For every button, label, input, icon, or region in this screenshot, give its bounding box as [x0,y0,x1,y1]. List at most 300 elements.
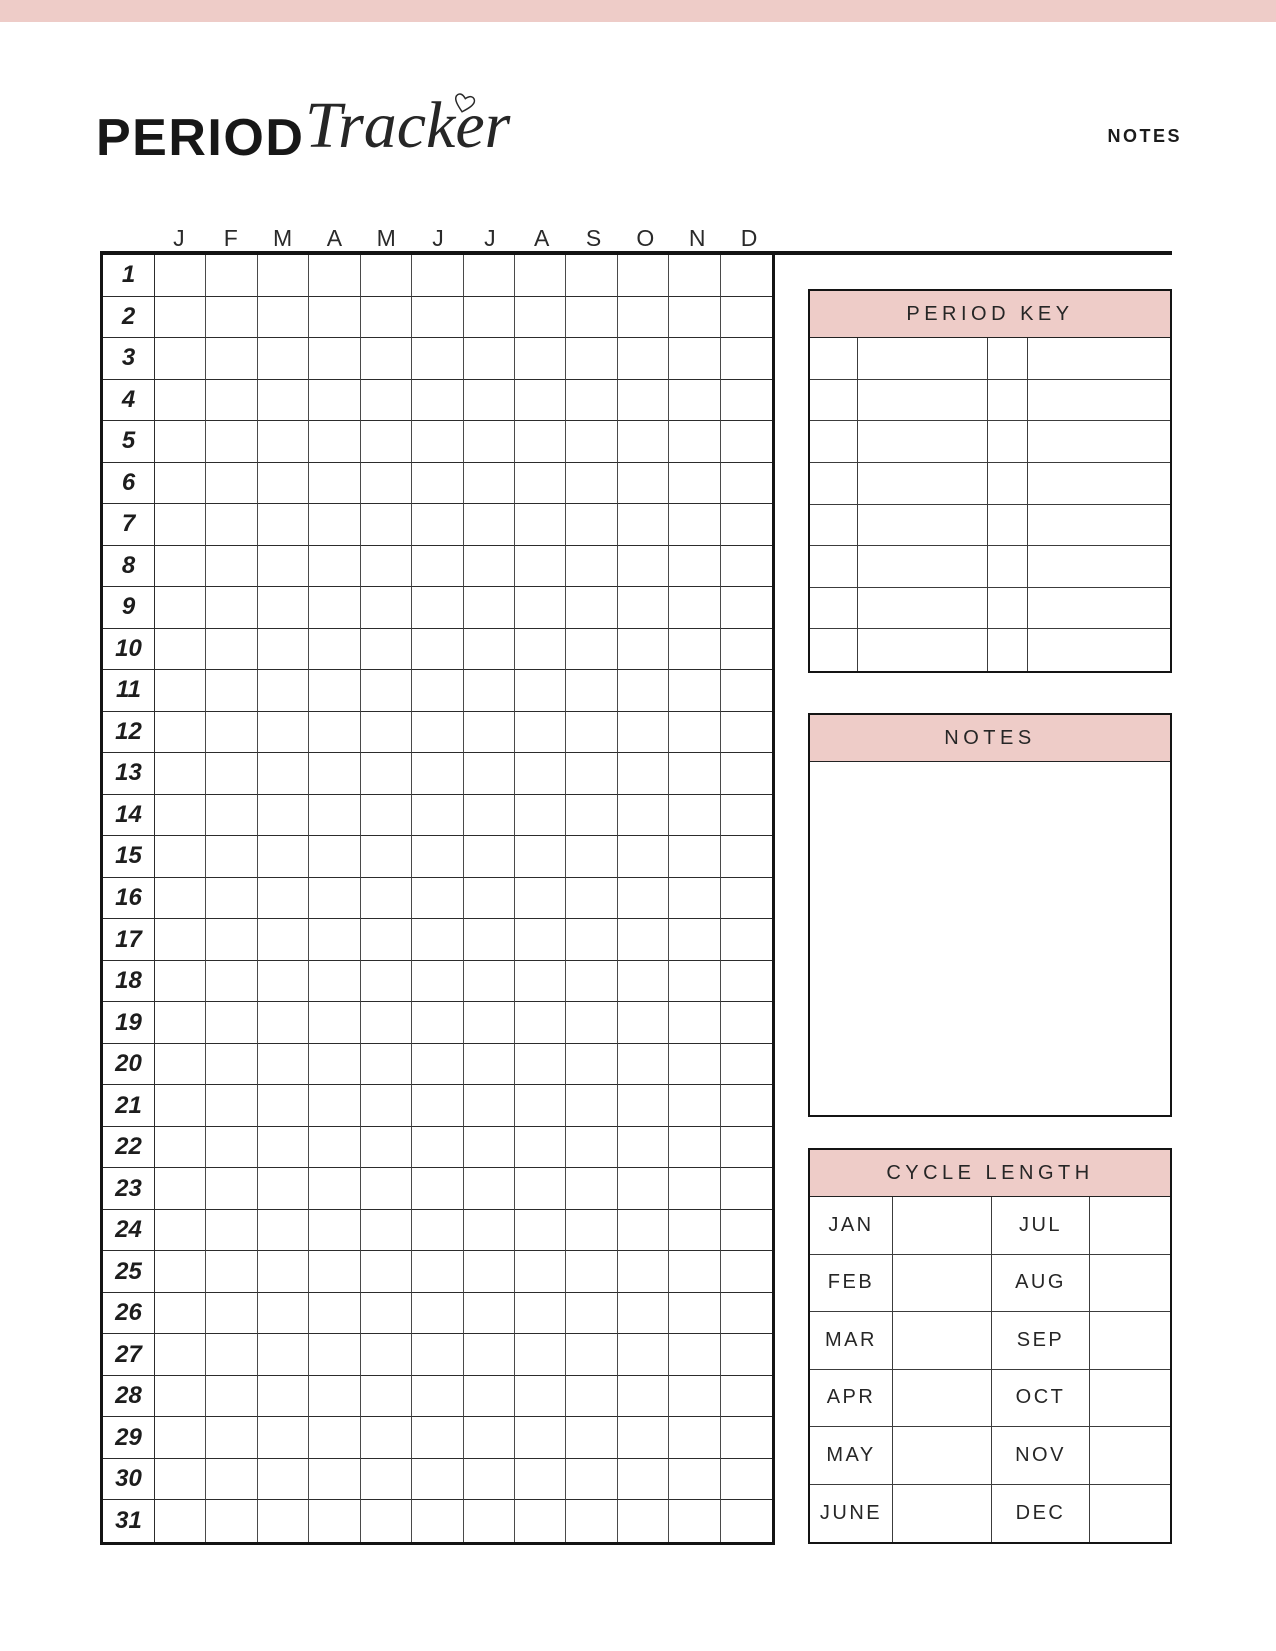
tracker-cell[interactable] [618,421,669,463]
tracker-cell[interactable] [721,380,772,422]
period-key-swatch-cell[interactable] [810,380,858,422]
tracker-cell[interactable] [309,753,360,795]
tracker-cell[interactable] [412,1417,463,1459]
tracker-cell[interactable] [258,338,309,380]
tracker-cell[interactable] [618,670,669,712]
tracker-cell[interactable] [721,1376,772,1418]
tracker-cell[interactable] [464,1002,515,1044]
tracker-cell[interactable] [464,1334,515,1376]
tracker-cell[interactable] [361,795,412,837]
tracker-cell[interactable] [464,961,515,1003]
tracker-cell[interactable] [669,1210,720,1252]
tracker-cell[interactable] [721,795,772,837]
tracker-cell[interactable] [155,670,206,712]
tracker-cell[interactable] [361,919,412,961]
tracker-cell[interactable] [464,297,515,339]
tracker-cell[interactable] [412,878,463,920]
period-key-label-cell[interactable] [1028,421,1170,463]
tracker-cell[interactable] [721,1044,772,1086]
tracker-cell[interactable] [309,1044,360,1086]
tracker-cell[interactable] [309,1334,360,1376]
tracker-cell[interactable] [412,297,463,339]
tracker-cell[interactable] [361,1459,412,1501]
tracker-cell[interactable] [258,836,309,878]
period-key-swatch-cell[interactable] [988,546,1028,588]
tracker-cell[interactable] [309,1127,360,1169]
tracker-cell[interactable] [258,1044,309,1086]
tracker-cell[interactable] [361,380,412,422]
tracker-cell[interactable] [361,1417,412,1459]
period-key-swatch-cell[interactable] [810,421,858,463]
tracker-cell[interactable] [669,1251,720,1293]
tracker-cell[interactable] [412,919,463,961]
tracker-cell[interactable] [618,1376,669,1418]
tracker-cell[interactable] [566,961,617,1003]
period-key-swatch-cell[interactable] [810,505,858,547]
cycle-value-cell[interactable] [893,1255,992,1313]
tracker-cell[interactable] [464,1376,515,1418]
tracker-cell[interactable] [669,1376,720,1418]
tracker-cell[interactable] [721,463,772,505]
tracker-cell[interactable] [258,504,309,546]
tracker-cell[interactable] [155,297,206,339]
tracker-cell[interactable] [258,919,309,961]
notes-area[interactable] [810,762,1170,1115]
tracker-cell[interactable] [412,795,463,837]
tracker-cell[interactable] [206,504,257,546]
tracker-cell[interactable] [464,1293,515,1335]
tracker-cell[interactable] [464,546,515,588]
period-key-label-cell[interactable] [858,463,988,505]
tracker-cell[interactable] [515,1168,566,1210]
cycle-value-cell[interactable] [893,1197,992,1255]
tracker-cell[interactable] [155,546,206,588]
period-key-label-cell[interactable] [1028,629,1170,671]
tracker-cell[interactable] [566,587,617,629]
tracker-cell[interactable] [412,504,463,546]
tracker-cell[interactable] [258,1127,309,1169]
tracker-cell[interactable] [206,463,257,505]
tracker-cell[interactable] [464,421,515,463]
period-key-label-cell[interactable] [1028,546,1170,588]
tracker-cell[interactable] [309,546,360,588]
tracker-cell[interactable] [361,1085,412,1127]
tracker-cell[interactable] [618,587,669,629]
tracker-cell[interactable] [206,1417,257,1459]
tracker-cell[interactable] [155,1376,206,1418]
tracker-cell[interactable] [515,1251,566,1293]
tracker-cell[interactable] [566,919,617,961]
tracker-cell[interactable] [206,629,257,671]
tracker-cell[interactable] [206,297,257,339]
tracker-cell[interactable] [155,1044,206,1086]
tracker-cell[interactable] [515,1002,566,1044]
tracker-cell[interactable] [515,795,566,837]
tracker-cell[interactable] [618,255,669,297]
tracker-cell[interactable] [669,1293,720,1335]
tracker-cell[interactable] [361,255,412,297]
period-key-swatch-cell[interactable] [988,338,1028,380]
tracker-cell[interactable] [515,504,566,546]
tracker-cell[interactable] [361,546,412,588]
tracker-cell[interactable] [515,961,566,1003]
tracker-cell[interactable] [258,297,309,339]
tracker-cell[interactable] [515,1044,566,1086]
tracker-cell[interactable] [566,753,617,795]
tracker-cell[interactable] [618,1085,669,1127]
tracker-cell[interactable] [669,421,720,463]
tracker-cell[interactable] [669,1500,720,1542]
tracker-cell[interactable] [361,753,412,795]
tracker-cell[interactable] [155,1127,206,1169]
tracker-cell[interactable] [155,1251,206,1293]
tracker-cell[interactable] [566,463,617,505]
tracker-cell[interactable] [566,1334,617,1376]
tracker-cell[interactable] [206,795,257,837]
tracker-cell[interactable] [566,1127,617,1169]
period-key-label-cell[interactable] [858,505,988,547]
tracker-cell[interactable] [566,1251,617,1293]
tracker-cell[interactable] [412,961,463,1003]
tracker-cell[interactable] [258,463,309,505]
period-key-swatch-cell[interactable] [810,338,858,380]
tracker-cell[interactable] [515,255,566,297]
tracker-cell[interactable] [412,421,463,463]
cycle-value-cell[interactable] [1090,1255,1170,1313]
tracker-cell[interactable] [206,1376,257,1418]
tracker-cell[interactable] [412,1085,463,1127]
tracker-cell[interactable] [361,836,412,878]
tracker-cell[interactable] [669,1044,720,1086]
tracker-cell[interactable] [309,1251,360,1293]
tracker-cell[interactable] [258,587,309,629]
tracker-cell[interactable] [721,753,772,795]
tracker-cell[interactable] [361,463,412,505]
tracker-cell[interactable] [155,836,206,878]
tracker-cell[interactable] [361,1002,412,1044]
tracker-cell[interactable] [412,670,463,712]
tracker-cell[interactable] [669,712,720,754]
tracker-cell[interactable] [515,338,566,380]
tracker-cell[interactable] [309,255,360,297]
tracker-cell[interactable] [515,753,566,795]
tracker-cell[interactable] [155,878,206,920]
tracker-cell[interactable] [566,1044,617,1086]
tracker-cell[interactable] [566,255,617,297]
tracker-cell[interactable] [206,587,257,629]
tracker-cell[interactable] [258,795,309,837]
tracker-cell[interactable] [515,1376,566,1418]
tracker-cell[interactable] [566,1417,617,1459]
tracker-cell[interactable] [258,1417,309,1459]
tracker-cell[interactable] [669,919,720,961]
tracker-cell[interactable] [669,463,720,505]
tracker-cell[interactable] [566,836,617,878]
tracker-cell[interactable] [464,1210,515,1252]
tracker-cell[interactable] [464,1044,515,1086]
tracker-cell[interactable] [618,836,669,878]
tracker-cell[interactable] [669,546,720,588]
tracker-cell[interactable] [669,255,720,297]
tracker-cell[interactable] [669,297,720,339]
tracker-cell[interactable] [618,380,669,422]
tracker-cell[interactable] [669,670,720,712]
tracker-cell[interactable] [361,1210,412,1252]
tracker-cell[interactable] [361,629,412,671]
cycle-value-cell[interactable] [893,1370,992,1428]
tracker-cell[interactable] [258,712,309,754]
tracker-cell[interactable] [515,1459,566,1501]
tracker-cell[interactable] [309,1002,360,1044]
cycle-value-cell[interactable] [1090,1427,1170,1485]
tracker-cell[interactable] [412,1459,463,1501]
period-key-label-cell[interactable] [1028,338,1170,380]
tracker-cell[interactable] [309,795,360,837]
tracker-cell[interactable] [566,380,617,422]
period-key-swatch-cell[interactable] [810,463,858,505]
tracker-cell[interactable] [721,1459,772,1501]
tracker-cell[interactable] [464,878,515,920]
tracker-cell[interactable] [412,1002,463,1044]
tracker-cell[interactable] [309,338,360,380]
tracker-cell[interactable] [206,1168,257,1210]
tracker-cell[interactable] [155,504,206,546]
cycle-value-cell[interactable] [1090,1370,1170,1428]
tracker-cell[interactable] [566,338,617,380]
period-key-swatch-cell[interactable] [988,421,1028,463]
tracker-cell[interactable] [618,1002,669,1044]
tracker-cell[interactable] [618,795,669,837]
period-key-swatch-cell[interactable] [810,588,858,630]
tracker-cell[interactable] [464,1127,515,1169]
tracker-cell[interactable] [618,463,669,505]
period-key-label-cell[interactable] [858,588,988,630]
period-key-label-cell[interactable] [1028,505,1170,547]
tracker-cell[interactable] [309,380,360,422]
tracker-cell[interactable] [206,1044,257,1086]
tracker-cell[interactable] [721,1168,772,1210]
tracker-cell[interactable] [155,1459,206,1501]
tracker-cell[interactable] [669,1334,720,1376]
tracker-cell[interactable] [464,255,515,297]
tracker-cell[interactable] [206,712,257,754]
tracker-cell[interactable] [515,380,566,422]
tracker-cell[interactable] [309,1376,360,1418]
tracker-cell[interactable] [155,629,206,671]
tracker-cell[interactable] [669,878,720,920]
tracker-cell[interactable] [412,463,463,505]
tracker-cell[interactable] [464,795,515,837]
tracker-cell[interactable] [361,1334,412,1376]
period-key-swatch-cell[interactable] [988,629,1028,671]
tracker-cell[interactable] [361,1168,412,1210]
tracker-cell[interactable] [464,1459,515,1501]
tracker-cell[interactable] [515,878,566,920]
tracker-cell[interactable] [206,546,257,588]
tracker-cell[interactable] [669,587,720,629]
tracker-cell[interactable] [258,255,309,297]
period-key-swatch-cell[interactable] [988,380,1028,422]
tracker-cell[interactable] [669,1168,720,1210]
tracker-cell[interactable] [515,463,566,505]
tracker-cell[interactable] [515,919,566,961]
tracker-cell[interactable] [155,712,206,754]
tracker-cell[interactable] [515,421,566,463]
tracker-cell[interactable] [721,878,772,920]
tracker-cell[interactable] [669,629,720,671]
tracker-cell[interactable] [464,1417,515,1459]
tracker-cell[interactable] [721,338,772,380]
tracker-cell[interactable] [618,1044,669,1086]
tracker-cell[interactable] [515,629,566,671]
tracker-cell[interactable] [206,338,257,380]
tracker-cell[interactable] [721,1251,772,1293]
tracker-cell[interactable] [464,1500,515,1542]
tracker-cell[interactable] [669,1459,720,1501]
tracker-cell[interactable] [721,421,772,463]
tracker-cell[interactable] [515,297,566,339]
tracker-cell[interactable] [464,587,515,629]
tracker-cell[interactable] [566,1002,617,1044]
tracker-cell[interactable] [618,338,669,380]
tracker-cell[interactable] [464,338,515,380]
tracker-cell[interactable] [618,919,669,961]
period-key-label-cell[interactable] [858,380,988,422]
tracker-cell[interactable] [618,1168,669,1210]
tracker-cell[interactable] [412,380,463,422]
tracker-cell[interactable] [515,1210,566,1252]
tracker-cell[interactable] [412,1168,463,1210]
tracker-cell[interactable] [669,1002,720,1044]
period-key-label-cell[interactable] [1028,380,1170,422]
tracker-cell[interactable] [206,919,257,961]
tracker-cell[interactable] [258,1376,309,1418]
tracker-cell[interactable] [258,753,309,795]
tracker-cell[interactable] [206,421,257,463]
tracker-cell[interactable] [309,961,360,1003]
tracker-cell[interactable] [566,1293,617,1335]
tracker-cell[interactable] [721,504,772,546]
tracker-cell[interactable] [515,1500,566,1542]
tracker-cell[interactable] [566,1376,617,1418]
tracker-cell[interactable] [566,504,617,546]
tracker-cell[interactable] [361,878,412,920]
tracker-cell[interactable] [155,421,206,463]
tracker-cell[interactable] [258,1293,309,1335]
tracker-cell[interactable] [566,878,617,920]
period-key-label-cell[interactable] [1028,463,1170,505]
tracker-cell[interactable] [464,1251,515,1293]
tracker-cell[interactable] [618,1210,669,1252]
tracker-cell[interactable] [464,753,515,795]
tracker-cell[interactable] [515,1417,566,1459]
tracker-cell[interactable] [412,1334,463,1376]
tracker-cell[interactable] [515,1127,566,1169]
tracker-cell[interactable] [361,670,412,712]
tracker-cell[interactable] [618,712,669,754]
period-key-swatch-cell[interactable] [810,629,858,671]
tracker-cell[interactable] [566,1500,617,1542]
tracker-cell[interactable] [155,919,206,961]
tracker-cell[interactable] [155,255,206,297]
tracker-cell[interactable] [361,1293,412,1335]
tracker-cell[interactable] [515,836,566,878]
tracker-cell[interactable] [361,712,412,754]
tracker-cell[interactable] [309,1459,360,1501]
tracker-cell[interactable] [206,1459,257,1501]
tracker-cell[interactable] [412,255,463,297]
tracker-cell[interactable] [618,878,669,920]
tracker-cell[interactable] [669,961,720,1003]
cycle-value-cell[interactable] [893,1427,992,1485]
tracker-cell[interactable] [258,629,309,671]
tracker-cell[interactable] [618,1127,669,1169]
tracker-cell[interactable] [155,587,206,629]
tracker-cell[interactable] [464,380,515,422]
tracker-cell[interactable] [258,1459,309,1501]
tracker-cell[interactable] [412,1293,463,1335]
tracker-cell[interactable] [155,1085,206,1127]
tracker-cell[interactable] [566,1168,617,1210]
tracker-cell[interactable] [206,1500,257,1542]
tracker-cell[interactable] [412,1044,463,1086]
tracker-cell[interactable] [515,712,566,754]
tracker-cell[interactable] [412,546,463,588]
tracker-cell[interactable] [566,712,617,754]
tracker-cell[interactable] [566,629,617,671]
tracker-cell[interactable] [361,1044,412,1086]
period-key-swatch-cell[interactable] [988,588,1028,630]
tracker-cell[interactable] [258,1085,309,1127]
tracker-cell[interactable] [309,629,360,671]
tracker-cell[interactable] [669,1417,720,1459]
tracker-cell[interactable] [206,670,257,712]
tracker-cell[interactable] [566,421,617,463]
tracker-cell[interactable] [155,463,206,505]
tracker-cell[interactable] [309,1168,360,1210]
period-key-label-cell[interactable] [858,546,988,588]
tracker-cell[interactable] [412,753,463,795]
tracker-cell[interactable] [309,712,360,754]
tracker-cell[interactable] [155,795,206,837]
tracker-cell[interactable] [721,1334,772,1376]
tracker-cell[interactable] [309,878,360,920]
tracker-cell[interactable] [721,961,772,1003]
tracker-cell[interactable] [412,1210,463,1252]
tracker-cell[interactable] [464,670,515,712]
tracker-cell[interactable] [721,1210,772,1252]
tracker-cell[interactable] [206,1293,257,1335]
tracker-cell[interactable] [515,670,566,712]
tracker-cell[interactable] [309,297,360,339]
tracker-cell[interactable] [155,961,206,1003]
tracker-cell[interactable] [309,421,360,463]
tracker-cell[interactable] [309,1417,360,1459]
tracker-cell[interactable] [515,587,566,629]
tracker-cell[interactable] [721,1085,772,1127]
tracker-cell[interactable] [361,961,412,1003]
tracker-cell[interactable] [361,1127,412,1169]
tracker-cell[interactable] [618,1417,669,1459]
tracker-cell[interactable] [309,670,360,712]
cycle-value-cell[interactable] [893,1485,992,1543]
tracker-cell[interactable] [669,836,720,878]
tracker-cell[interactable] [309,1293,360,1335]
tracker-cell[interactable] [721,919,772,961]
tracker-cell[interactable] [566,1210,617,1252]
period-key-label-cell[interactable] [1028,588,1170,630]
tracker-cell[interactable] [258,670,309,712]
